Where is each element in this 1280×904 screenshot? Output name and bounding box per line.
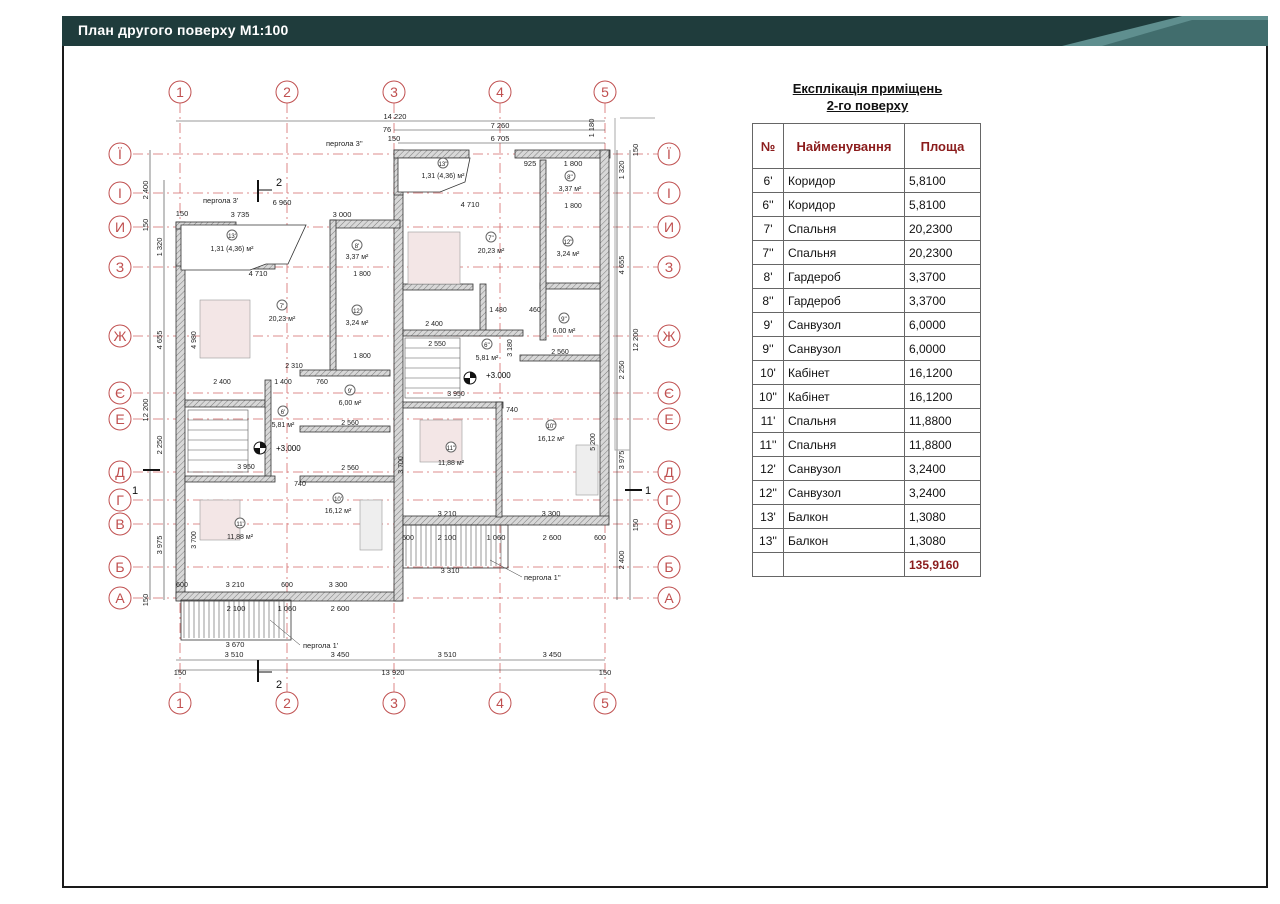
- table-row: [753, 241, 981, 265]
- room-area: 3,2400: [905, 481, 981, 505]
- svg-text:2 400: 2 400: [617, 550, 626, 570]
- svg-text:11,88 м²: 11,88 м²: [226, 534, 254, 541]
- svg-text:76: 76: [382, 125, 392, 134]
- svg-text:3 700: 3 700: [191, 531, 198, 549]
- room-9a: [339, 385, 362, 407]
- room-number: 9': [753, 313, 784, 337]
- svg-text:740: 740: [506, 407, 518, 414]
- room-name: Санвузол: [784, 457, 905, 481]
- room-8a: [346, 240, 369, 261]
- axis-bubble-1-top: [169, 81, 191, 103]
- svg-text:5: 5: [601, 695, 609, 711]
- explication-title-line1: Експлікація приміщень: [792, 81, 943, 96]
- svg-text:пергола 1': пергола 1': [303, 641, 339, 650]
- col-header-number: №: [753, 124, 784, 169]
- svg-text:Е: Е: [664, 411, 674, 427]
- svg-text:4: 4: [496, 695, 504, 711]
- total-empty-2: [784, 553, 905, 577]
- svg-text:11,88 м²: 11,88 м²: [437, 460, 465, 467]
- svg-text:2 560: 2 560: [341, 420, 359, 427]
- axis-bubble-3-bottom: [383, 692, 405, 714]
- room-name: Гардероб: [784, 265, 905, 289]
- svg-text:2: 2: [283, 695, 291, 711]
- room-number: 10'': [753, 385, 784, 409]
- room-area: 6,0000: [905, 337, 981, 361]
- svg-text:В: В: [115, 516, 125, 532]
- axis-bubble-1-bottom: [169, 692, 191, 714]
- room-10b: [538, 420, 565, 443]
- svg-text:В: В: [664, 516, 674, 532]
- svg-text:3 210: 3 210: [437, 509, 457, 518]
- svg-text:2 100: 2 100: [226, 604, 246, 613]
- svg-text:3,24 м²: 3,24 м²: [556, 251, 580, 258]
- floor-plan: [95, 75, 795, 715]
- svg-text:740: 740: [294, 481, 306, 488]
- table-row: [753, 193, 981, 217]
- svg-text:10': 10': [334, 497, 342, 503]
- svg-text:1 060: 1 060: [277, 604, 297, 613]
- svg-text:1: 1: [176, 695, 184, 711]
- svg-text:7'': 7'': [488, 236, 494, 242]
- svg-text:И: И: [663, 219, 675, 235]
- svg-text:2 400: 2 400: [213, 379, 231, 386]
- svg-text:20,23 м²: 20,23 м²: [268, 316, 296, 323]
- table-total-row: [753, 553, 981, 577]
- svg-text:150: 150: [141, 218, 150, 232]
- room-name: Коридор: [784, 169, 905, 193]
- svg-text:2 250: 2 250: [617, 360, 626, 380]
- svg-text:150: 150: [631, 143, 640, 157]
- svg-text:3 975: 3 975: [617, 450, 626, 470]
- svg-text:Б: Б: [664, 559, 674, 575]
- svg-text:3 670: 3 670: [225, 640, 245, 649]
- svg-text:1 800: 1 800: [563, 159, 583, 168]
- svg-text:1,31 (4,36) м²: 1,31 (4,36) м²: [421, 173, 465, 180]
- room-12a: [346, 305, 369, 327]
- level-marker-right: [464, 371, 511, 384]
- svg-text:4 710: 4 710: [248, 269, 268, 278]
- svg-text:5: 5: [601, 84, 609, 100]
- sheet-edge-mark: [1255, 650, 1257, 870]
- room-name: Кабінет: [784, 361, 905, 385]
- room-8b: [559, 171, 582, 193]
- svg-text:+3.000: +3.000: [486, 371, 511, 380]
- svg-text:3 310: 3 310: [440, 566, 460, 575]
- svg-text:Ї: Ї: [118, 146, 122, 162]
- svg-text:150: 150: [175, 209, 189, 218]
- table-row: [753, 313, 981, 337]
- table-row: [753, 289, 981, 313]
- explication-table: [752, 123, 981, 577]
- room-area: 20,2300: [905, 241, 981, 265]
- axis-bubble-4-top: [489, 81, 511, 103]
- svg-text:3 950: 3 950: [447, 391, 465, 398]
- svg-text:3,24 м²: 3,24 м²: [345, 320, 369, 327]
- svg-text:460: 460: [529, 307, 541, 314]
- svg-text:1 400: 1 400: [274, 379, 292, 386]
- svg-text:Д: Д: [115, 464, 125, 480]
- room-number: 6'': [753, 193, 784, 217]
- room-name: Спальня: [784, 217, 905, 241]
- svg-text:З: З: [664, 259, 674, 275]
- svg-text:3: 3: [390, 695, 398, 711]
- svg-text:пергола 3': пергола 3': [203, 196, 239, 205]
- room-name: Гардероб: [784, 289, 905, 313]
- svg-text:925: 925: [523, 159, 537, 168]
- table-row: [753, 409, 981, 433]
- svg-text:1: 1: [176, 84, 184, 100]
- svg-text:12 200: 12 200: [631, 328, 640, 352]
- svg-text:6,00 м²: 6,00 м²: [552, 328, 576, 335]
- room-number: 11': [753, 409, 784, 433]
- svg-text:10'': 10'': [546, 424, 556, 430]
- title-bar: [62, 16, 1268, 46]
- svg-text:9'': 9'': [561, 317, 567, 323]
- room-number: 8'': [753, 289, 784, 313]
- svg-text:2 550: 2 550: [428, 341, 446, 348]
- svg-text:3,37 м²: 3,37 м²: [558, 186, 582, 193]
- table-row: [753, 385, 981, 409]
- room-name: Спальня: [784, 433, 905, 457]
- room-number: 6': [753, 169, 784, 193]
- svg-text:20,23 м²: 20,23 м²: [477, 248, 505, 255]
- svg-text:А: А: [664, 590, 674, 606]
- axis-bubble-3-top: [383, 81, 405, 103]
- svg-text:Е: Е: [115, 411, 125, 427]
- room-area: 1,3080: [905, 505, 981, 529]
- svg-text:2 400: 2 400: [425, 321, 443, 328]
- column-axis-markers: [169, 81, 616, 714]
- table-row: [753, 169, 981, 193]
- room-number: 7': [753, 217, 784, 241]
- svg-text:5,81 м²: 5,81 м²: [271, 422, 295, 429]
- svg-text:3,37 м²: 3,37 м²: [345, 254, 369, 261]
- svg-text:1: 1: [132, 485, 139, 497]
- svg-text:3 700: 3 700: [398, 456, 405, 474]
- svg-text:600: 600: [176, 582, 188, 589]
- room-number: 11'': [753, 433, 784, 457]
- room-name: Спальня: [784, 241, 905, 265]
- room-9b: [553, 313, 576, 335]
- svg-text:2 600: 2 600: [330, 604, 350, 613]
- pergola-labels: [203, 139, 561, 650]
- room-area: 3,3700: [905, 265, 981, 289]
- svg-text:3 300: 3 300: [328, 580, 348, 589]
- svg-text:11'': 11'': [446, 446, 456, 452]
- svg-text:150: 150: [141, 593, 150, 607]
- svg-text:Ї: Ї: [667, 146, 671, 162]
- svg-text:4 980: 4 980: [191, 331, 198, 349]
- room-area: 11,8800: [905, 433, 981, 457]
- svg-text:1 320: 1 320: [155, 237, 164, 257]
- svg-text:12 200: 12 200: [141, 398, 150, 422]
- svg-text:9': 9': [347, 389, 353, 395]
- svg-text:3 000: 3 000: [332, 210, 352, 219]
- svg-text:2: 2: [276, 679, 283, 691]
- svg-text:13'': 13'': [438, 162, 448, 168]
- svg-text:13': 13': [228, 234, 236, 240]
- svg-text:1,31 (4,36) м²: 1,31 (4,36) м²: [210, 246, 254, 253]
- svg-text:1 800: 1 800: [353, 271, 371, 278]
- room-name: Санвузол: [784, 313, 905, 337]
- svg-text:4: 4: [496, 84, 504, 100]
- svg-text:16,12 м²: 16,12 м²: [324, 508, 352, 515]
- room-number: 13': [753, 505, 784, 529]
- svg-text:150: 150: [598, 668, 612, 677]
- axis-bubble-4-bottom: [489, 692, 511, 714]
- svg-text:5,81 м²: 5,81 м²: [475, 355, 499, 362]
- svg-text:14 220: 14 220: [383, 112, 407, 121]
- svg-text:3: 3: [390, 84, 398, 100]
- svg-text:600: 600: [402, 535, 414, 542]
- room-6b: [476, 339, 499, 362]
- table-row: [753, 481, 981, 505]
- svg-text:5 200: 5 200: [590, 433, 597, 451]
- table-row: [753, 337, 981, 361]
- svg-text:3 950: 3 950: [237, 464, 255, 471]
- svg-text:И: И: [114, 219, 126, 235]
- room-area: 16,1200: [905, 361, 981, 385]
- room-name: Спальня: [784, 409, 905, 433]
- svg-text:1 180: 1 180: [587, 118, 596, 138]
- svg-text:150: 150: [631, 518, 640, 532]
- svg-text:3 510: 3 510: [437, 650, 457, 659]
- svg-text:Є: Є: [114, 385, 126, 401]
- svg-text:2 250: 2 250: [155, 435, 164, 455]
- svg-text:пергола 1'': пергола 1'': [524, 573, 561, 582]
- svg-text:2 560: 2 560: [551, 349, 569, 356]
- svg-text:760: 760: [316, 379, 328, 386]
- svg-text:7 260: 7 260: [490, 121, 510, 130]
- svg-text:Б: Б: [115, 559, 125, 575]
- svg-text:+3.000: +3.000: [276, 444, 301, 453]
- svg-text:6 960: 6 960: [272, 198, 292, 207]
- svg-text:13 920: 13 920: [381, 668, 405, 677]
- svg-text:6'': 6'': [484, 343, 490, 349]
- svg-text:пергола 3'': пергола 3'': [326, 139, 363, 148]
- svg-text:8'': 8'': [567, 175, 573, 181]
- svg-text:3 510: 3 510: [224, 650, 244, 659]
- table-row: [753, 217, 981, 241]
- svg-text:7': 7': [279, 304, 285, 310]
- table-row: [753, 505, 981, 529]
- level-marker-left: [254, 442, 301, 454]
- svg-text:12': 12': [353, 309, 361, 315]
- svg-text:600: 600: [281, 582, 293, 589]
- svg-text:2 310: 2 310: [285, 363, 303, 370]
- room-6a: [272, 406, 295, 429]
- svg-text:150: 150: [387, 134, 401, 143]
- room-name: Санвузол: [784, 337, 905, 361]
- room-area: 3,3700: [905, 289, 981, 313]
- svg-text:2 600: 2 600: [542, 533, 562, 542]
- room-area: 6,0000: [905, 313, 981, 337]
- svg-text:11': 11': [236, 522, 244, 528]
- room-number: 13'': [753, 529, 784, 553]
- room-7a: [269, 300, 296, 323]
- room-number: 7'': [753, 241, 784, 265]
- svg-text:Г: Г: [665, 492, 673, 508]
- svg-text:3 210: 3 210: [225, 580, 245, 589]
- axis-bubble-2-top: [276, 81, 298, 103]
- svg-text:150: 150: [173, 668, 187, 677]
- svg-text:3 450: 3 450: [542, 650, 562, 659]
- room-name: Балкон: [784, 529, 905, 553]
- room-name: Кабінет: [784, 385, 905, 409]
- svg-text:12'': 12'': [563, 240, 573, 246]
- svg-text:16,12 м²: 16,12 м²: [537, 436, 565, 443]
- room-name: Балкон: [784, 505, 905, 529]
- svg-text:1 800: 1 800: [564, 203, 582, 210]
- room-area: 16,1200: [905, 385, 981, 409]
- svg-text:1 800: 1 800: [353, 353, 371, 360]
- svg-text:З: З: [115, 259, 125, 275]
- svg-text:2 400: 2 400: [141, 180, 150, 200]
- svg-text:6': 6': [280, 410, 286, 416]
- svg-text:2: 2: [276, 177, 283, 189]
- room-number: 12': [753, 457, 784, 481]
- room-12b: [557, 236, 580, 258]
- col-header-area: Площа: [905, 124, 981, 169]
- room-area: 1,3080: [905, 529, 981, 553]
- room-number: 10': [753, 361, 784, 385]
- svg-text:1 320: 1 320: [617, 160, 626, 180]
- svg-text:1 480: 1 480: [489, 307, 507, 314]
- svg-text:6 705: 6 705: [490, 134, 510, 143]
- svg-text:Д: Д: [664, 464, 674, 480]
- svg-text:3 450: 3 450: [330, 650, 350, 659]
- table-row: [753, 265, 981, 289]
- room-10a: [325, 493, 352, 515]
- svg-text:Є: Є: [663, 385, 675, 401]
- svg-text:1: 1: [645, 485, 652, 497]
- svg-text:1 060: 1 060: [486, 533, 506, 542]
- room-area: 11,8800: [905, 409, 981, 433]
- svg-text:І: І: [118, 185, 122, 201]
- explication-title-line2: 2-го поверху: [826, 98, 909, 113]
- svg-text:3 300: 3 300: [541, 509, 561, 518]
- svg-text:А: А: [115, 590, 125, 606]
- svg-text:600: 600: [594, 535, 606, 542]
- svg-text:І: І: [667, 185, 671, 201]
- table-row: [753, 529, 981, 553]
- explication-title: [760, 80, 975, 114]
- table-row: [753, 457, 981, 481]
- room-area: 5,8100: [905, 169, 981, 193]
- svg-text:Г: Г: [116, 492, 124, 508]
- axis-bubble-5-top: [594, 81, 616, 103]
- table-row: [753, 361, 981, 385]
- svg-text:4 655: 4 655: [155, 330, 164, 350]
- svg-text:2 100: 2 100: [437, 533, 457, 542]
- svg-text:8': 8': [354, 244, 360, 250]
- room-number: 8': [753, 265, 784, 289]
- axis-bubble-5-bottom: [594, 692, 616, 714]
- svg-text:2 560: 2 560: [341, 465, 359, 472]
- room-name: Санвузол: [784, 481, 905, 505]
- total-empty-1: [753, 553, 784, 577]
- page-title: План другого поверху М1:100: [78, 22, 289, 38]
- axis-bubble-2-bottom: [276, 692, 298, 714]
- table-row: [753, 433, 981, 457]
- svg-text:Ж: Ж: [662, 328, 676, 344]
- svg-text:4 655: 4 655: [617, 255, 626, 275]
- room-name: Коридор: [784, 193, 905, 217]
- col-header-name: Найменування: [784, 124, 905, 169]
- svg-text:2: 2: [283, 84, 291, 100]
- room-area: 20,2300: [905, 217, 981, 241]
- svg-text:3 735: 3 735: [230, 210, 250, 219]
- room-number: 9'': [753, 337, 784, 361]
- svg-text:4 710: 4 710: [460, 200, 480, 209]
- total-area: 135,9160: [905, 553, 981, 577]
- table-header-row: [753, 124, 981, 169]
- room-area: 5,8100: [905, 193, 981, 217]
- svg-text:6,00 м²: 6,00 м²: [338, 400, 362, 407]
- svg-text:3 180: 3 180: [507, 339, 514, 357]
- room-7b: [478, 232, 505, 255]
- room-area: 3,2400: [905, 457, 981, 481]
- room-number: 12'': [753, 481, 784, 505]
- svg-text:3 975: 3 975: [155, 535, 164, 555]
- svg-text:Ж: Ж: [113, 328, 127, 344]
